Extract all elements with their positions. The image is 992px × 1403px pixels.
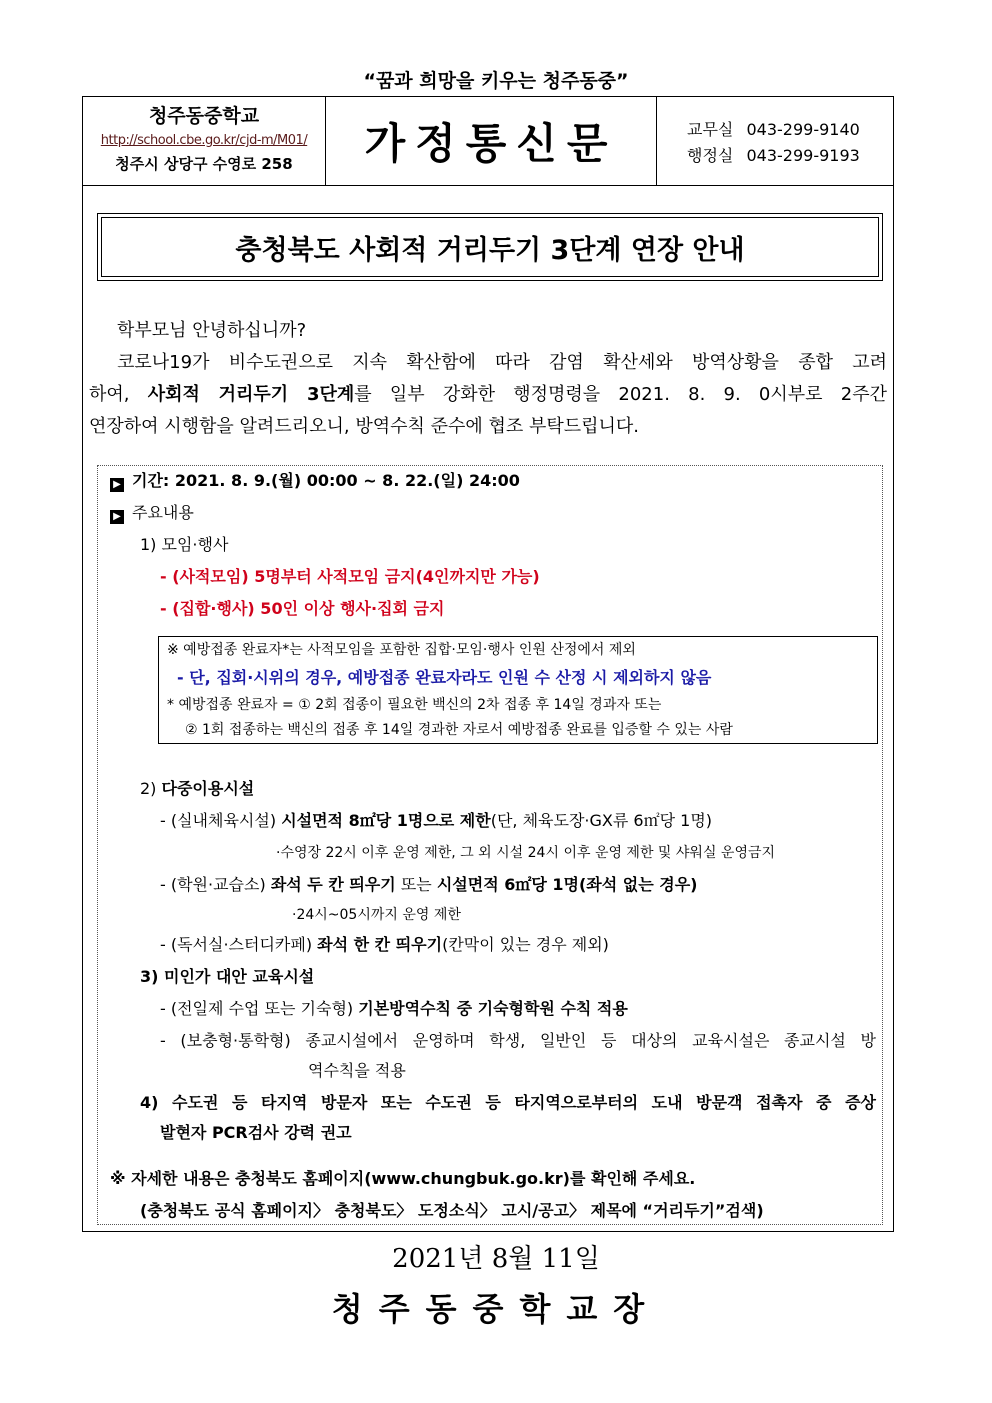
intro-line: 연장하여 시행함을 알려드리오니, 방역수칙 준수에 협조 부탁드립니다. (89, 416, 640, 437)
contact-row (687, 117, 893, 143)
doc-title: 가정통신문 (364, 119, 618, 168)
rule-item: - (사적모임) 5명부터 사적모임 금지(4인까지만 가능) (160, 567, 540, 586)
section-4-continued: 발현자 PCR검사 강력 권고 (160, 1123, 352, 1142)
content-box (97, 465, 883, 1225)
rule-item: - (학원·교습소) 좌석 두 칸 띄우기 또는 시설면적 6㎡당 1명(좌석 없는 경우) (160, 875, 698, 894)
period-line: ▶ 기간: 2021. 8. 9.(월) 00:00 ~ 8. 22.(일) 24:00 (110, 468, 520, 492)
intro-line: 코로나19가 비수도권으로 지속 확산함에 따라 감염 확산세와 방역상황을 종합 고려 (117, 352, 887, 373)
rule-item: - (실내체육시설) 시설면적 8㎡당 1명으로 제한(단, 체육도장·GX류 6㎡당 1명) (160, 811, 713, 830)
arrow-square-icon: ▶ (110, 510, 124, 524)
contact-label: 행정실 (687, 146, 734, 165)
contact-info (657, 97, 893, 185)
rule-sub-item: ·수영장 22시 이후 운영 제한, 그 외 시설 24시 이후 운영 제한 및 샤워실 운영금지 (276, 845, 776, 861)
arrow-square-icon: ▶ (110, 478, 124, 492)
intro-highlight: 사회적 거리두기 3단계 (147, 384, 355, 405)
issue-date: 2021년 8월 11일 (392, 1244, 600, 1274)
intro-paragraph (89, 315, 887, 443)
section-heading: 2) 다중이용시설 (140, 779, 255, 798)
contact-phone: 043-299-9140 (746, 120, 860, 139)
rule-item: - (집합·행사) 50인 이상 행사·집회 금지 (160, 599, 445, 618)
note-line: - 단, 집회·시위의 경우, 예방접종 완료자라도 인원 수 산정 시 제외하지 않음 (177, 668, 712, 687)
rule-sub-item: ·24시~05시까지 운영 제한 (292, 907, 461, 923)
school-motto: “꿈과 희망을 키우는 청주동중” (363, 70, 629, 92)
section-heading: 1) 모임·행사 (140, 535, 229, 554)
rule-item: - (독서실·스터디카페) 좌석 한 칸 띄우기(칸막이 있는 경우 제외) (160, 935, 609, 954)
rule-item-continued: 역수칙을 적용 (308, 1061, 406, 1080)
vaccination-note-box (158, 636, 878, 744)
note-line: ※ 예방접종 완료자*는 사적모임을 포함한 집합·모임·행사 인원 산정에서 제외 (167, 642, 636, 658)
footer-note: ※ 자세한 내용은 충청북도 홈페이지(www.chungbuk.go.kr)를 확인해 주세요. (110, 1169, 696, 1188)
intro-line: 하여, 사회적 거리두기 3단계를 일부 강화한 행정명령을 2021. 8. 9. 0시부로 2주간 (89, 384, 887, 405)
school-info (83, 97, 326, 185)
section-4: 4) 수도권 등 타지역 방문자 또는 수도권 등 타지역으로부터의 도내 방문객 접촉자 중 증상 (140, 1093, 876, 1112)
school-name: 청주동중학교 (148, 105, 260, 127)
principal-signature: 청주동중학교장 (331, 1290, 661, 1328)
contact-phone: 043-299-9193 (746, 146, 860, 165)
footer-note: (충청북도 공식 홈페이지〉 충청북도〉 도정소식〉 고시/공고〉 제목에 “거리두기”검색) (140, 1201, 764, 1220)
greeting: 학부모님 안녕하십니까? (117, 320, 307, 341)
school-url-link[interactable]: http://school.cbe.go.kr/cjd-m/M01/ (100, 133, 308, 148)
notice-title-box (97, 213, 883, 281)
school-address: 청주시 상당구 수영로 258 (115, 155, 293, 173)
note-line: * 예방접종 완료자 = ① 2회 접종이 필요한 백신의 2차 접종 후 14일 경과자 또는 (167, 697, 662, 713)
contact-row (687, 143, 893, 169)
letterhead (83, 97, 893, 186)
section-heading: 3) 미인가 대안 교육시설 (140, 967, 315, 986)
main-heading: ▶ 주요내용 (110, 500, 194, 524)
notice-title: 충청북도 사회적 거리두기 3단계 연장 안내 (101, 217, 879, 277)
contact-label: 교무실 (687, 120, 734, 139)
doc-title-cell (326, 97, 657, 185)
rule-item: - (전일제 수업 또는 기숙형) 기본방역수칙 중 기숙형학원 수칙 적용 (160, 999, 628, 1018)
rule-item: - (보충형·통학형) 종교시설에서 운영하며 학생, 일반인 등 대상의 교육시설은 종교시설 방 (160, 1031, 876, 1050)
note-line: ② 1회 접종하는 백신의 접종 후 14일 경과한 자로서 예방접종 완료를 입증할 수 있는 사람 (185, 722, 733, 738)
notice-frame (82, 96, 894, 1232)
